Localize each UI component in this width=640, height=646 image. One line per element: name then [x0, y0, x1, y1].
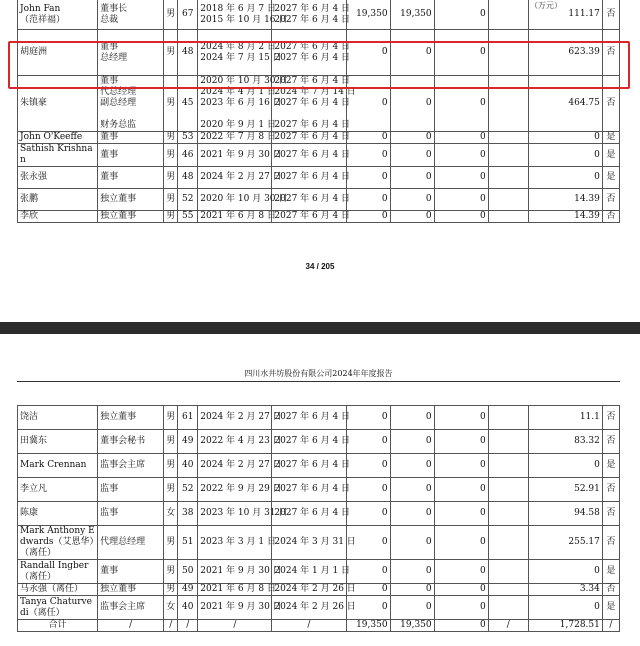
- change-reason-cell: [488, 189, 528, 211]
- person-name: 李欣: [18, 211, 98, 223]
- age-cell: 55: [178, 211, 198, 223]
- end-date-cell: 2027 年 6 月 4 日: [272, 454, 346, 478]
- shares-start-cell: 0: [346, 596, 390, 620]
- end-date-cell: 2027 年 6 月 4 日: [272, 144, 346, 167]
- person-name: John O'Keeffe: [18, 132, 98, 144]
- change-reason-cell: [488, 526, 528, 560]
- change-reason-cell: [488, 454, 528, 478]
- table-row: [18, 211, 620, 223]
- start-date-cell: 2023 年 10 月 31 日: [198, 502, 272, 526]
- shares-change-cell: 0: [434, 189, 488, 211]
- related-party-pay-cell: 否: [602, 430, 619, 454]
- end-date-cell: 2024 年 1 月 1 日: [272, 560, 346, 584]
- shares-end-cell: 0: [390, 406, 434, 430]
- shares-start-cell: 0: [346, 189, 390, 211]
- start-date-cell: 2021 年 9 月 30 日: [198, 596, 272, 620]
- age-cell: 49: [178, 430, 198, 454]
- gender-cell: 男: [164, 406, 178, 430]
- related-party-pay-cell: 否: [602, 0, 619, 30]
- page-separator: [0, 322, 640, 334]
- start-date-cell: 2022 年 9 月 29 日: [198, 478, 272, 502]
- age-cell: 48: [178, 30, 198, 76]
- age-cell: 40: [178, 596, 198, 620]
- table-row: [18, 30, 620, 76]
- total-age-slash: /: [178, 620, 198, 632]
- compensation-cell: 0: [528, 132, 602, 144]
- gender-cell: 男: [164, 526, 178, 560]
- table-row: [18, 502, 620, 526]
- change-reason-cell: [488, 406, 528, 430]
- table-row: [18, 560, 620, 584]
- compensation-cell: 14.39: [528, 211, 602, 223]
- position-cell: 监事: [98, 478, 164, 502]
- compensation-cell: 0: [528, 596, 602, 620]
- change-reason-cell: [488, 76, 528, 132]
- person-name: 朱镇豪: [18, 76, 98, 132]
- start-date-cell: 2020 年 10 月 30 日: [198, 189, 272, 211]
- table-row: [18, 189, 620, 211]
- change-reason-cell: [488, 0, 528, 30]
- table-row: [18, 596, 620, 620]
- compensation-cell: 255.17: [528, 526, 602, 560]
- shares-start-cell: 0: [346, 144, 390, 167]
- age-cell: 50: [178, 560, 198, 584]
- person-name: John Fan （范祥福）: [18, 0, 98, 30]
- gender-cell: 女: [164, 502, 178, 526]
- person-name: Mark Anthony Edwards（艾恩华）（离任）: [18, 526, 98, 560]
- shares-end-cell: 0: [390, 144, 434, 167]
- shares-change-cell: 0: [434, 132, 488, 144]
- start-date-cell: 2021 年 9 月 30 日: [198, 560, 272, 584]
- related-party-pay-cell: 是: [602, 144, 619, 167]
- position-cell: 独立董事: [98, 406, 164, 430]
- shares-change-cell: 0: [434, 526, 488, 560]
- shares-end-cell: 0: [390, 596, 434, 620]
- total-shares-change: 0: [434, 620, 488, 632]
- shares-change-cell: 0: [434, 406, 488, 430]
- gender-cell: 男: [164, 189, 178, 211]
- related-party-pay-cell: 否: [602, 76, 619, 132]
- gender-cell: 男: [164, 560, 178, 584]
- total-end-slash: /: [272, 620, 346, 632]
- shares-start-cell: 19,350: [346, 0, 390, 30]
- age-cell: 46: [178, 144, 198, 167]
- shares-change-cell: 0: [434, 454, 488, 478]
- related-party-pay-cell: 是: [602, 560, 619, 584]
- gender-cell: 男: [164, 430, 178, 454]
- gender-cell: 男: [164, 76, 178, 132]
- end-date-cell: 2024 年 2 月 26 日: [272, 584, 346, 596]
- shares-end-cell: 19,350: [390, 0, 434, 30]
- management-table-part2: [17, 405, 620, 632]
- shares-start-cell: 0: [346, 167, 390, 189]
- person-name: 李立凡: [18, 478, 98, 502]
- report-page-34: [0, 0, 640, 322]
- person-name: 陈康: [18, 502, 98, 526]
- table-row: [18, 0, 620, 30]
- compensation-cell: 94.58: [528, 502, 602, 526]
- table-row: [18, 76, 620, 132]
- related-party-pay-cell: 否: [602, 406, 619, 430]
- shares-change-cell: 0: [434, 502, 488, 526]
- gender-cell: 男: [164, 478, 178, 502]
- shares-end-cell: 0: [390, 189, 434, 211]
- page-number: 34 / 205: [305, 262, 335, 271]
- compensation-cell: 464.75: [528, 76, 602, 132]
- shares-start-cell: 0: [346, 478, 390, 502]
- position-cell: 董事 代总经理 副总经理 财务总监: [98, 76, 164, 132]
- shares-start-cell: 0: [346, 211, 390, 223]
- related-party-pay-cell: 是: [602, 167, 619, 189]
- shares-change-cell: 0: [434, 76, 488, 132]
- person-name: 饶洁: [18, 406, 98, 430]
- gender-cell: 男: [164, 0, 178, 30]
- related-party-pay-cell: 否: [602, 30, 619, 76]
- gender-cell: 男: [164, 132, 178, 144]
- position-cell: 代理总经理: [98, 526, 164, 560]
- compensation-cell: 14.39: [528, 189, 602, 211]
- table-row: [18, 584, 620, 596]
- shares-change-cell: 0: [434, 584, 488, 596]
- shares-end-cell: 0: [390, 167, 434, 189]
- table-row: [18, 406, 620, 430]
- shares-end-cell: 0: [390, 132, 434, 144]
- start-date-cell: 2021 年 6 月 8 日: [198, 584, 272, 596]
- age-cell: 48: [178, 167, 198, 189]
- shares-change-cell: 0: [434, 560, 488, 584]
- shares-end-cell: 0: [390, 454, 434, 478]
- compensation-cell: 83.32: [528, 430, 602, 454]
- shares-change-cell: 0: [434, 478, 488, 502]
- shares-end-cell: 0: [390, 30, 434, 76]
- age-cell: 45: [178, 76, 198, 132]
- report-page-35: [0, 334, 640, 646]
- shares-start-cell: 0: [346, 132, 390, 144]
- gender-cell: 男: [164, 211, 178, 223]
- table-row: [18, 454, 620, 478]
- position-cell: 监事会主席: [98, 454, 164, 478]
- end-date-cell: 2024 年 3 月 31 日: [272, 526, 346, 560]
- start-date-cell: 2024 年 8 月 2 日 2024 年 7 月 15 日: [198, 30, 272, 76]
- gender-cell: 女: [164, 596, 178, 620]
- shares-start-cell: 0: [346, 502, 390, 526]
- table-row: [18, 430, 620, 454]
- change-reason-cell: [488, 596, 528, 620]
- position-cell: 监事: [98, 502, 164, 526]
- report-header: 四川水井坊股份有限公司2024年年度报告: [17, 368, 620, 382]
- change-reason-cell: [488, 430, 528, 454]
- compensation-cell: 111.17: [528, 0, 602, 30]
- shares-change-cell: 0: [434, 0, 488, 30]
- total-shares-start: 19,350: [346, 620, 390, 632]
- end-date-cell: 2027 年 6 月 4 日: [272, 211, 346, 223]
- person-name: 张永强: [18, 167, 98, 189]
- person-name: 张鹏: [18, 189, 98, 211]
- end-date-cell: 2027 年 6 月 4 日 2024 年 7 月 14 日 2027 年 6 月 4 日 2027 年 6 月 4 日: [272, 76, 346, 132]
- age-cell: 61: [178, 406, 198, 430]
- table-row: [18, 167, 620, 189]
- shares-end-cell: 0: [390, 76, 434, 132]
- start-date-cell: 2021 年 6 月 8 日: [198, 211, 272, 223]
- gender-cell: 男: [164, 454, 178, 478]
- age-cell: 40: [178, 454, 198, 478]
- start-date-cell: 2022 年 4 月 23 日: [198, 430, 272, 454]
- shares-start-cell: 0: [346, 526, 390, 560]
- compensation-cell: 0: [528, 144, 602, 167]
- total-reason-slash: /: [488, 620, 528, 632]
- person-name: Mark Crennan: [18, 454, 98, 478]
- shares-start-cell: 0: [346, 76, 390, 132]
- shares-end-cell: 0: [390, 478, 434, 502]
- position-cell: 董事: [98, 167, 164, 189]
- change-reason-cell: [488, 30, 528, 76]
- change-reason-cell: [488, 144, 528, 167]
- total-compensation: 1,728.51: [528, 620, 602, 632]
- position-cell: 独立董事: [98, 584, 164, 596]
- shares-start-cell: 0: [346, 30, 390, 76]
- related-party-pay-cell: 是: [602, 596, 619, 620]
- shares-change-cell: 0: [434, 430, 488, 454]
- total-position-slash: /: [98, 620, 164, 632]
- gender-cell: 男: [164, 584, 178, 596]
- unit-label: （万元）: [530, 1, 562, 10]
- shares-end-cell: 0: [390, 211, 434, 223]
- end-date-cell: 2024 年 2 月 26 日: [272, 596, 346, 620]
- compensation-cell: 0: [528, 167, 602, 189]
- change-reason-cell: [488, 132, 528, 144]
- person-name: Randall Ingber（离任）: [18, 560, 98, 584]
- management-table-part1: [17, 0, 620, 223]
- gender-cell: 男: [164, 30, 178, 76]
- change-reason-cell: [488, 502, 528, 526]
- related-party-pay-cell: 是: [602, 454, 619, 478]
- related-party-pay-cell: 否: [602, 502, 619, 526]
- change-reason-cell: [488, 211, 528, 223]
- position-cell: 董事会秘书: [98, 430, 164, 454]
- compensation-cell: 0: [528, 454, 602, 478]
- total-gender-slash: /: [164, 620, 178, 632]
- shares-change-cell: 0: [434, 144, 488, 167]
- related-party-pay-cell: 是: [602, 132, 619, 144]
- age-cell: 38: [178, 502, 198, 526]
- total-row: [18, 620, 620, 632]
- compensation-cell: 623.39: [528, 30, 602, 76]
- shares-change-cell: 0: [434, 30, 488, 76]
- gender-cell: 男: [164, 167, 178, 189]
- age-cell: 52: [178, 189, 198, 211]
- age-cell: 51: [178, 526, 198, 560]
- end-date-cell: 2027 年 6 月 4 日 2027 年 6 月 4 日: [272, 0, 346, 30]
- start-date-cell: 2024 年 2 月 27 日: [198, 406, 272, 430]
- age-cell: 67: [178, 0, 198, 30]
- position-cell: 董事: [98, 144, 164, 167]
- shares-start-cell: 0: [346, 430, 390, 454]
- change-reason-cell: [488, 560, 528, 584]
- shares-end-cell: 0: [390, 526, 434, 560]
- gender-cell: 男: [164, 144, 178, 167]
- end-date-cell: 2027 年 6 月 4 日: [272, 478, 346, 502]
- end-date-cell: 2027 年 6 月 4 日: [272, 167, 346, 189]
- shares-start-cell: 0: [346, 560, 390, 584]
- shares-end-cell: 0: [390, 502, 434, 526]
- compensation-cell: 11.1: [528, 406, 602, 430]
- position-cell: 董事: [98, 132, 164, 144]
- shares-end-cell: 0: [390, 560, 434, 584]
- start-date-cell: 2022 年 7 月 8 日: [198, 132, 272, 144]
- age-cell: 52: [178, 478, 198, 502]
- table-row: [18, 478, 620, 502]
- start-date-cell: 2024 年 2 月 27 日: [198, 454, 272, 478]
- end-date-cell: 2027 年 6 月 4 日: [272, 406, 346, 430]
- start-date-cell: 2021 年 9 月 30 日: [198, 144, 272, 167]
- position-cell: 董事 总经理: [98, 30, 164, 76]
- table-row: [18, 526, 620, 560]
- table-row: [18, 132, 620, 144]
- shares-end-cell: 0: [390, 584, 434, 596]
- end-date-cell: 2027 年 6 月 4 日 2027 年 6 月 4 日: [272, 30, 346, 76]
- compensation-cell: 3.34: [528, 584, 602, 596]
- position-cell: 独立董事: [98, 211, 164, 223]
- age-cell: 53: [178, 132, 198, 144]
- end-date-cell: 2027 年 6 月 4 日: [272, 189, 346, 211]
- person-name: Sathish Krishnan: [18, 144, 98, 167]
- compensation-cell: 0: [528, 560, 602, 584]
- table-row: [18, 144, 620, 167]
- compensation-cell: 52.91: [528, 478, 602, 502]
- shares-start-cell: 0: [346, 584, 390, 596]
- start-date-cell: 2020 年 10 月 30 日 2024 年 4 月 1 日 2023 年 6 月 16 日 2020 年 9 月 1 日: [198, 76, 272, 132]
- start-date-cell: 2023 年 3 月 1 日: [198, 526, 272, 560]
- total-label: 合计: [18, 620, 98, 632]
- end-date-cell: 2027 年 6 月 4 日: [272, 430, 346, 454]
- position-cell: 董事长 总裁: [98, 0, 164, 30]
- total-related-slash: /: [602, 620, 619, 632]
- person-name: 田冀东: [18, 430, 98, 454]
- related-party-pay-cell: 否: [602, 478, 619, 502]
- end-date-cell: 2027 年 6 月 4 日: [272, 132, 346, 144]
- related-party-pay-cell: 否: [602, 189, 619, 211]
- person-name: 胡庭洲: [18, 30, 98, 76]
- shares-end-cell: 0: [390, 430, 434, 454]
- shares-change-cell: 0: [434, 167, 488, 189]
- shares-start-cell: 0: [346, 454, 390, 478]
- change-reason-cell: [488, 167, 528, 189]
- change-reason-cell: [488, 584, 528, 596]
- age-cell: 49: [178, 584, 198, 596]
- shares-change-cell: 0: [434, 596, 488, 620]
- related-party-pay-cell: 否: [602, 211, 619, 223]
- related-party-pay-cell: 否: [602, 584, 619, 596]
- start-date-cell: 2018 年 6 月 7 日 2015 年 10 月 16 日: [198, 0, 272, 30]
- total-shares-end: 19,350: [390, 620, 434, 632]
- start-date-cell: 2024 年 2 月 27 日: [198, 167, 272, 189]
- position-cell: 监事会主席: [98, 596, 164, 620]
- position-cell: 独立董事: [98, 189, 164, 211]
- shares-change-cell: 0: [434, 211, 488, 223]
- total-start-slash: /: [198, 620, 272, 632]
- position-cell: 董事: [98, 560, 164, 584]
- end-date-cell: 2027 年 6 月 4 日: [272, 502, 346, 526]
- person-name: 马永强（离任）: [18, 584, 98, 596]
- shares-start-cell: 0: [346, 406, 390, 430]
- person-name: Tanya Chaturvedi（离任）: [18, 596, 98, 620]
- change-reason-cell: [488, 478, 528, 502]
- related-party-pay-cell: 否: [602, 526, 619, 560]
